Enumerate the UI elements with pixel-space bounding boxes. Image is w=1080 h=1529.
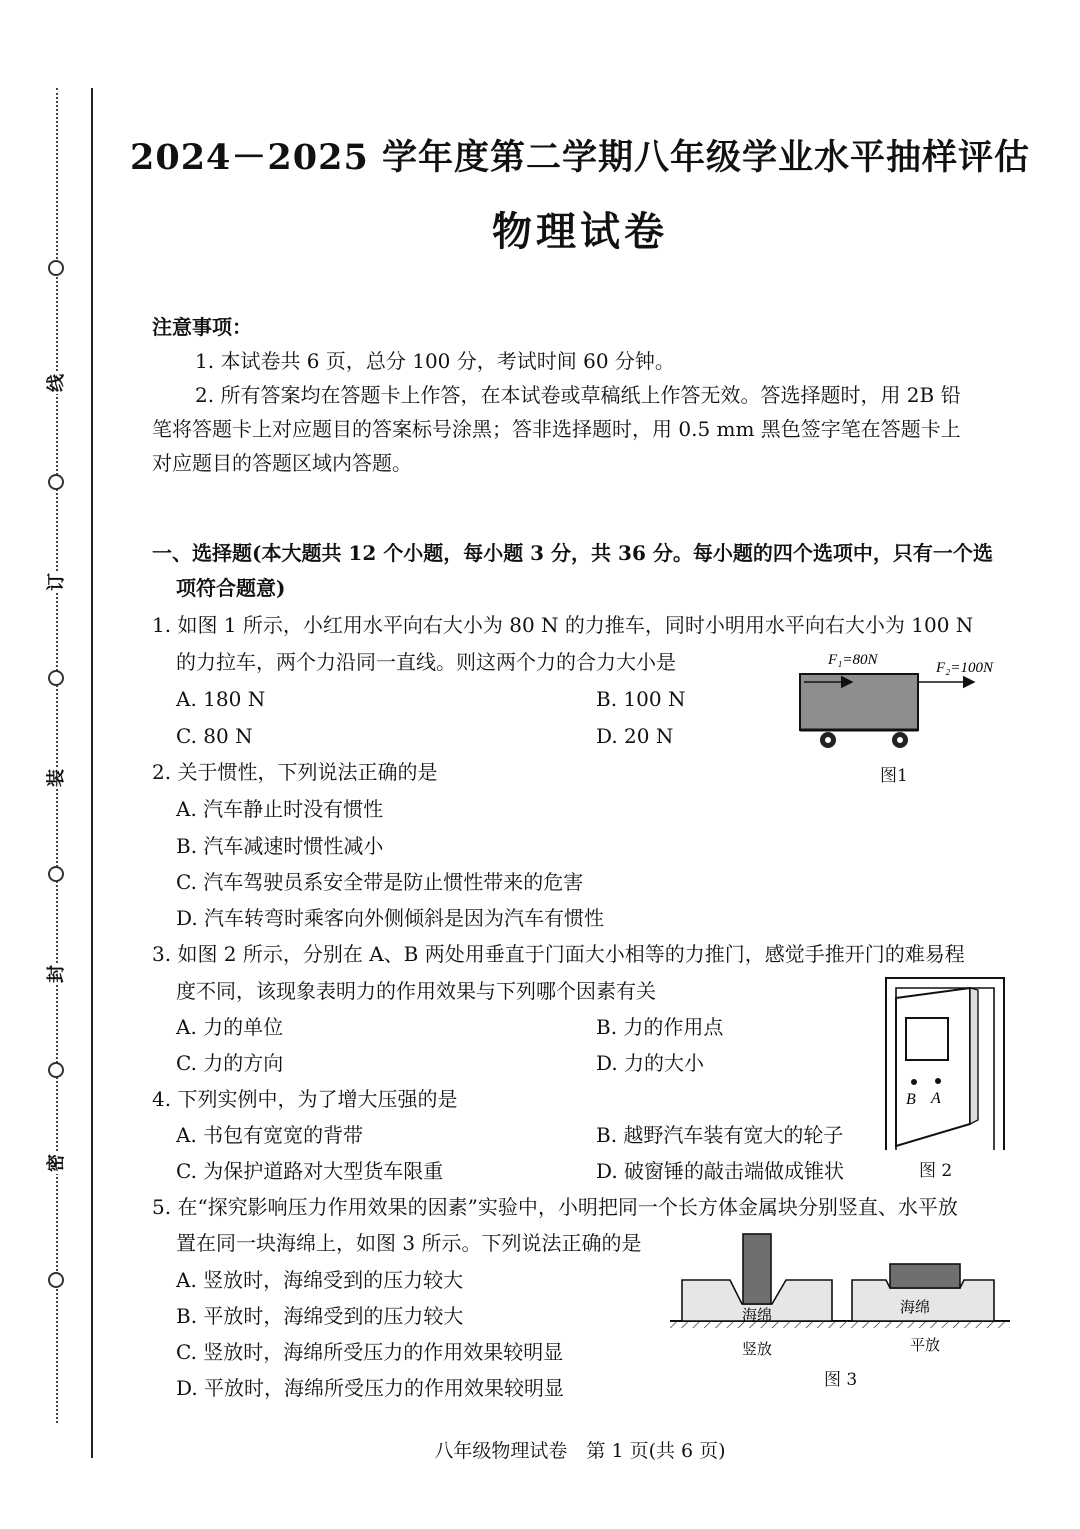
margin-label-seal: 封 [46,965,67,983]
notice-item-1: 1. 本试卷共 6 页，总分 100 分，考试时间 60 分钟。 [195,349,675,373]
q3-option-c: C. 力的方向 [176,1051,284,1075]
figure-1-cart [790,642,1020,757]
figure-3-caption: 图 3 [824,1370,858,1390]
section-1-heading-cont: 项符合题意) [176,576,286,600]
q3-option-b: B. 力的作用点 [596,1015,724,1039]
fig3-sponge-left-label: 海绵 [742,1306,773,1324]
q5-option-d: D. 平放时，海绵所受压力的作用效果较明显 [176,1376,565,1400]
margin-circle [48,260,64,276]
binding-margin-dotted-line [56,88,58,1423]
margin-circle [48,866,64,882]
q3-stem-cont: 度不同，该现象表明力的作用效果与下列哪个因素有关 [176,979,656,1003]
margin-label-order: 订 [46,573,67,591]
notice-heading: 注意事项： [152,315,252,339]
q1-option-c: C. 80 N [176,724,253,748]
q4-stem: 4. 下列实例中，为了增大压强的是 [152,1087,458,1111]
q1-option-d: D. 20 N [596,724,674,748]
margin-label-line: 线 [46,374,67,392]
q4-option-b: B. 越野汽车装有宽大的轮子 [596,1123,844,1147]
notice-item-2-line-1: 2. 所有答案均在答题卡上作答，在本试卷或草稿纸上作答无效。答选择题时，用 2B 铅 [195,383,961,407]
exam-title: 2024－2025 学年度第二学期八年级学业水平抽样评估 [129,137,1030,178]
q5-option-c: C. 竖放时，海绵所受压力的作用效果较明显 [176,1340,564,1364]
figure-2-door [878,974,1010,1154]
q1-stem-cont: 的力拉车，两个力沿同一直线。则这两个力的合力大小是 [176,650,676,674]
q1-option-b: B. 100 N [596,687,686,711]
q5-stem-cont: 置在同一块海绵上，如图 3 所示。下列说法正确的是 [176,1231,642,1255]
figure-1-caption: 图1 [880,766,908,786]
margin-circle [48,474,64,490]
q5-option-b: B. 平放时，海绵受到的压力较大 [176,1304,464,1328]
q1-option-a: A. 180 N [176,687,266,711]
fig1-force-2-label: F₂=100N [936,660,994,676]
notice-item-2-line-2: 笔将答题卡上对应题目的答案标号涂黑；答非选择题时，用 0.5 mm 黑色签字笔在答题卡上 [152,417,961,441]
q1-stem: 1. 如图 1 所示，小红用水平向右大小为 80 N 的力推车，同时小明用水平向右大小为 100 N [152,613,974,637]
q2-option-b: B. 汽车减速时惯性减小 [176,834,384,858]
q2-stem: 2. 关于惯性，下列说法正确的是 [152,760,438,784]
notice-item-2-line-3: 对应题目的答题区域内答题。 [152,451,412,475]
fig3-horizontal-label: 平放 [910,1336,941,1354]
q2-option-a: A. 汽车静止时没有惯性 [176,797,384,821]
margin-circle [48,1062,64,1078]
binding-margin-rule [91,88,93,1458]
figure-3-sponge [668,1228,1012,1378]
fig3-sponge-right-label: 海绵 [900,1298,931,1316]
q4-option-c: C. 为保护道路对大型货车限重 [176,1159,444,1183]
q5-option-a: A. 竖放时，海绵受到的压力较大 [176,1268,464,1292]
q3-option-a: A. 力的单位 [176,1015,284,1039]
fig2-point-b-label: B [906,1091,916,1108]
page-footer: 八年级物理试卷 第 1 页(共 6 页) [434,1440,726,1462]
fig1-force-1-label: F₁=80N [828,652,878,668]
figure-2-caption: 图 2 [919,1161,953,1181]
q3-stem: 3. 如图 2 所示，分别在 A、B 两处用垂直于门面大小相等的力推门，感觉手推开门的难易程 [152,942,965,966]
q5-stem: 5. 在“探究影响压力作用效果的因素”实验中，小明把同一个长方体金属块分别竖直、水平放 [152,1195,958,1219]
section-1-heading: 一、选择题(本大题共 12 个小题，每小题 3 分，共 36 分。每小题的四个选项中，只有一个选 [152,541,993,565]
exam-subtitle: 物理试卷 [492,208,668,255]
margin-label-secret: 密 [46,1154,67,1172]
margin-circle [48,1272,64,1288]
fig2-point-a-label: A [931,1090,941,1107]
q4-option-d: D. 破窗锤的敲击端做成锥状 [596,1159,845,1183]
q3-option-d: D. 力的大小 [596,1051,705,1075]
margin-circle [48,670,64,686]
q2-option-d: D. 汽车转弯时乘客向外侧倾斜是因为汽车有惯性 [176,906,605,930]
q4-option-a: A. 书包有宽宽的背带 [176,1123,364,1147]
margin-label-bind: 装 [46,769,67,787]
fig3-vertical-label: 竖放 [742,1340,773,1358]
q2-option-c: C. 汽车驾驶员系安全带是防止惯性带来的危害 [176,870,584,894]
